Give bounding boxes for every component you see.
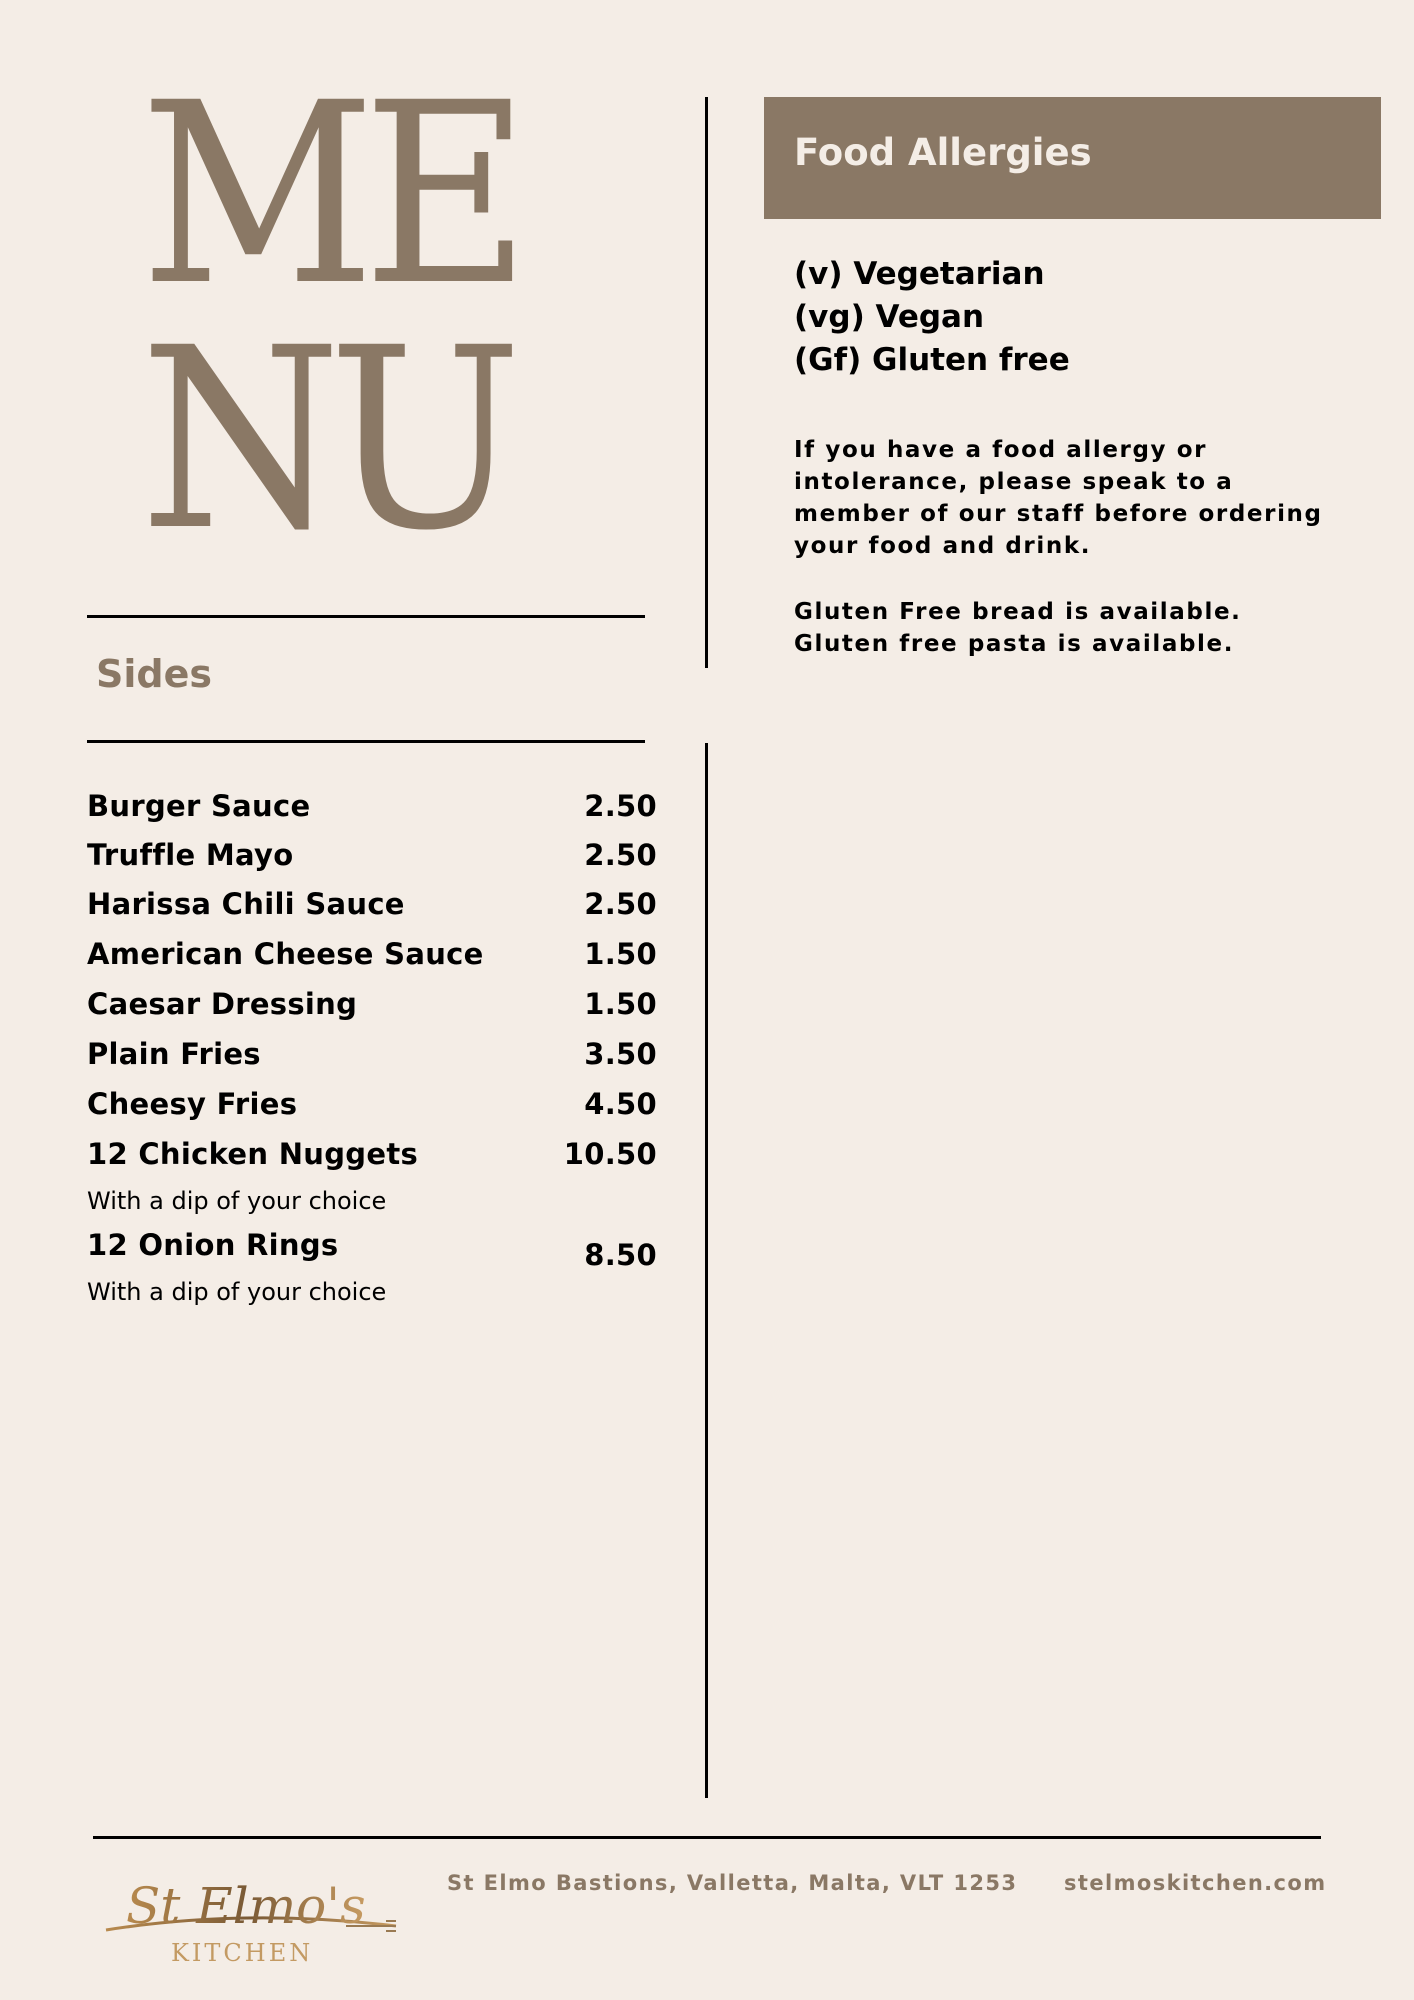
item-name: Caesar Dressing	[87, 987, 358, 1021]
allergy-notice: If you have a food allergy or intolerance, please speak to a member of our staff before ordering your food and drink.	[794, 437, 1323, 559]
st-elmos-kitchen-logo	[96, 1868, 406, 1968]
allergy-key-gluten-free: (Gf) Gluten free	[794, 342, 1070, 378]
divider-vertical-bottom	[705, 743, 708, 1798]
divider-footer	[93, 1836, 1321, 1839]
divider-top-left	[87, 615, 645, 618]
side-item-plain-fries	[87, 1037, 657, 1071]
menu-title-line2: NU	[140, 294, 510, 585]
item-name: 12 Onion Rings	[87, 1228, 339, 1262]
sides-heading: Sides	[96, 652, 212, 696]
item-price: 4.50	[584, 1087, 657, 1121]
item-name: American Cheese Sauce	[87, 937, 484, 971]
logo-sub: KITCHEN	[171, 1939, 314, 1967]
item-name: Plain Fries	[87, 1037, 261, 1071]
logo-script: St Elmo's	[126, 1877, 366, 1935]
logo-graphic	[96, 1868, 406, 1968]
side-item-truffle-mayo	[87, 838, 657, 872]
allergy-key-vegetarian: (v) Vegetarian	[794, 256, 1045, 292]
item-price: 8.50	[584, 1238, 657, 1272]
item-name: Harissa Chili Sauce	[87, 887, 405, 921]
item-name: Truffle Mayo	[87, 838, 294, 872]
item-description: With a dip of your choice	[87, 1187, 387, 1215]
side-item-harissa-chili-sauce	[87, 887, 657, 921]
side-item-onion-rings	[87, 1228, 657, 1272]
side-item-american-cheese-sauce	[87, 937, 657, 971]
gluten-free-bread-note: Gluten Free bread is available.	[794, 599, 1242, 625]
side-item-chicken-nuggets	[87, 1137, 657, 1171]
item-description: With a dip of your choice	[87, 1278, 387, 1306]
side-item-caesar-dressing	[87, 987, 657, 1021]
item-name: Cheesy Fries	[87, 1087, 298, 1121]
item-name: 12 Chicken Nuggets	[87, 1137, 419, 1171]
item-price: 1.50	[584, 937, 657, 971]
item-price: 2.50	[584, 838, 657, 872]
allergy-key-vegan: (vg) Vegan	[794, 299, 985, 335]
menu-title-line1: ME	[140, 49, 518, 340]
item-price: 3.50	[584, 1037, 657, 1071]
item-price: 1.50	[584, 987, 657, 1021]
footer-website-link[interactable]: stelmoskitchen.com	[1064, 1871, 1327, 1895]
side-item-burger-sauce	[87, 789, 657, 823]
footer-address: St Elmo Bastions, Valletta, Malta, VLT 1253	[447, 1871, 1018, 1895]
item-price: 2.50	[584, 887, 657, 921]
side-item-cheesy-fries	[87, 1087, 657, 1121]
item-price: 10.50	[563, 1137, 657, 1171]
divider-sides	[87, 740, 645, 743]
gluten-free-pasta-note: Gluten free pasta is available.	[794, 631, 1235, 657]
item-name: Burger Sauce	[87, 789, 311, 823]
divider-vertical-top	[705, 97, 708, 668]
allergy-heading: Food Allergies	[794, 131, 1092, 174]
item-price: 2.50	[584, 789, 657, 823]
